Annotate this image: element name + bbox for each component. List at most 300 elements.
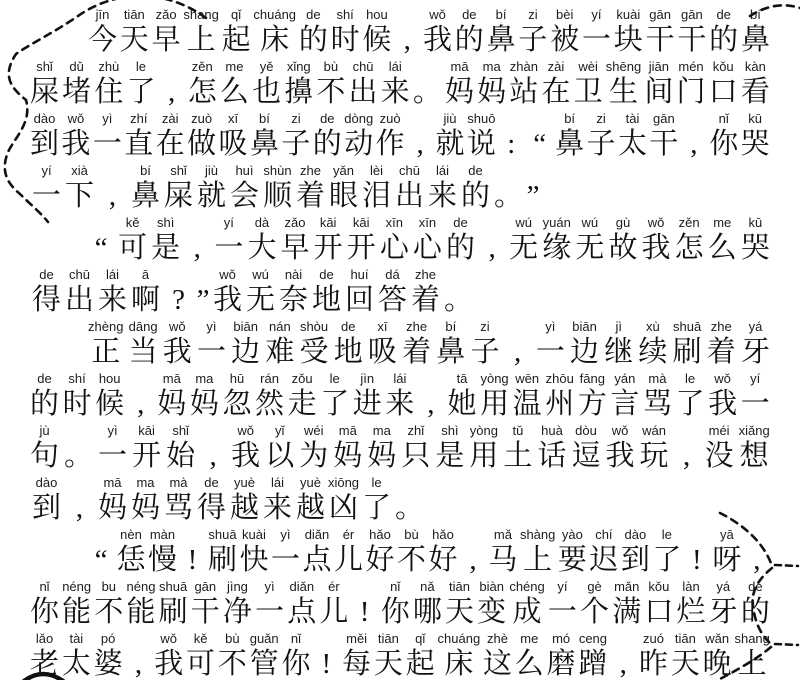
hanzi-character: 鼻 (130, 180, 160, 212)
hanzi-character: 做 (187, 128, 217, 160)
ruby-cell (277, 266, 310, 318)
ruby-cell (63, 370, 92, 422)
ruby-cell (675, 214, 704, 266)
pinyin-label: tiān (377, 631, 399, 646)
hanzi-character: 然 (255, 388, 285, 420)
hanzi-character: 块 (613, 24, 643, 56)
pinyin-label: dǔ (69, 59, 84, 74)
pinyin-label: zi (480, 319, 490, 334)
ruby-cell (88, 214, 114, 266)
ruby-cell (299, 422, 328, 474)
hanzi-character: 言 (610, 388, 640, 420)
ruby-cell (30, 422, 59, 474)
ruby-cell (162, 266, 195, 318)
pinyin-label: bu (101, 579, 117, 594)
hanzi-character: 屎 (163, 180, 193, 212)
hanzi-character: ! (692, 544, 702, 576)
ruby-cell (129, 266, 162, 318)
hanzi-character: 。 (443, 284, 473, 316)
pinyin-label: wǒ (611, 423, 629, 438)
ruby-cell (547, 630, 576, 682)
ruby-cell (362, 6, 391, 58)
pinyin-label: nǐ (718, 111, 729, 126)
pinyin-label: le (661, 527, 672, 542)
hanzi-character: 看 (740, 76, 770, 108)
pinyin-label: tiān (123, 7, 145, 22)
ruby-cell (509, 578, 544, 630)
ruby-cell (479, 214, 505, 266)
ruby-cell (64, 422, 93, 474)
pinyin-label: mǎn (614, 579, 640, 594)
hanzi-character: 么 (707, 232, 737, 264)
pinyin-label: jì (615, 319, 622, 334)
ruby-cell (741, 578, 770, 630)
ruby-cell (320, 370, 349, 422)
pinyin-label: xià (71, 163, 88, 178)
ruby-cell (88, 526, 114, 578)
pinyin-label: dà (254, 215, 270, 230)
hanzi-character: 回 (344, 284, 374, 316)
hanzi-character: 个 (580, 596, 610, 628)
hanzi-character: , (469, 544, 477, 576)
hanzi-character: 我 (231, 440, 261, 472)
pinyin-label: le (371, 475, 382, 490)
hanzi-character: 方 (577, 388, 607, 420)
hanzi-character: 来 (427, 180, 457, 212)
ruby-cell (188, 58, 217, 110)
ruby-cell (159, 58, 185, 110)
pinyin-label: lái (105, 267, 119, 282)
ruby-cell (228, 162, 261, 214)
text-line (30, 162, 770, 214)
hanzi-character: 床 (260, 24, 290, 56)
pinyin-label: jiù (204, 163, 218, 178)
hanzi-character: 只 (401, 440, 431, 472)
pinyin-label: chí (595, 527, 613, 542)
hanzi-character: 今 (88, 24, 118, 56)
hanzi-character: 你 (709, 128, 739, 160)
hanzi-character: 慢 (147, 544, 177, 576)
ruby-cell (640, 422, 669, 474)
hanzi-character: 子 (281, 128, 311, 160)
ruby-cell (436, 318, 465, 370)
hanzi-character: 老 (30, 648, 60, 680)
ruby-cell (228, 474, 261, 526)
ruby-cell (62, 58, 91, 110)
hanzi-character: 是 (435, 440, 465, 472)
ruby-cell (677, 6, 706, 58)
hanzi-character: 得 (31, 284, 61, 316)
ruby-cell (741, 370, 770, 422)
hanzi-character: 温 (512, 388, 542, 420)
hanzi-character: 满 (612, 596, 642, 628)
ruby-cell (132, 422, 161, 474)
hanzi-character: 。 (493, 180, 523, 212)
pinyin-label: mā (450, 59, 469, 74)
ruby-cell (118, 214, 147, 266)
pinyin-label: bí (495, 7, 507, 22)
hanzi-character: 出 (348, 76, 378, 108)
hanzi-character: 间 (644, 76, 674, 108)
hanzi-character: 玩 (639, 440, 669, 472)
ruby-cell (542, 214, 571, 266)
pinyin-label: shuā (159, 579, 188, 594)
pinyin-label: shang (734, 631, 770, 646)
pinyin-label: biān (233, 319, 258, 334)
hanzi-character: 口 (644, 596, 674, 628)
ruby-cell (93, 110, 122, 162)
pinyin-label: lái (388, 59, 402, 74)
ruby-cell (319, 578, 348, 630)
text-line (30, 474, 770, 526)
pinyin-label: bí (259, 111, 270, 126)
hanzi-character: 一 (214, 232, 244, 264)
pinyin-label: tài (625, 111, 640, 126)
ruby-cell (365, 526, 394, 578)
pinyin-label: bù (225, 631, 240, 646)
pinyin-label: shùn (263, 163, 292, 178)
hanzi-character: 是 (151, 232, 181, 264)
pinyin-label: yòng (469, 423, 498, 438)
ruby-cell (344, 110, 373, 162)
ruby-cell (30, 58, 59, 110)
pinyin-label: wǒ (647, 215, 665, 230)
ruby-cell (30, 266, 63, 318)
pinyin-label: nǐ (39, 579, 50, 594)
hanzi-character: 起 (405, 648, 435, 680)
hanzi-character: 来 (97, 284, 127, 316)
pinyin-label: de (39, 267, 54, 282)
ruby-cell (96, 474, 129, 526)
ruby-cell (327, 162, 360, 214)
pinyin-label: dá (385, 267, 400, 282)
pinyin-label: de (319, 267, 334, 282)
ruby-cell (488, 526, 517, 578)
hanzi-character: 我 (212, 284, 242, 316)
hanzi-character: 的 (312, 128, 342, 160)
ruby-cell (94, 58, 123, 110)
hanzi-character: 了 (126, 76, 156, 108)
pinyin-label: chuáng (437, 631, 481, 646)
ruby-cell (741, 110, 770, 162)
pinyin-label: shàng (519, 527, 556, 542)
hanzi-character: 吸 (367, 336, 397, 368)
pinyin-label: zuò (191, 111, 213, 126)
hanzi-character: , (690, 128, 698, 160)
ruby-cell (503, 422, 532, 474)
hanzi-character: 在 (541, 76, 571, 108)
pinyin-label: kuài (616, 7, 641, 22)
ruby-cell (505, 318, 531, 370)
ruby-cell (191, 578, 220, 630)
ruby-cell (313, 110, 342, 162)
ruby-cell (30, 578, 59, 630)
pinyin-label: yí (223, 215, 234, 230)
ruby-cell (520, 526, 555, 578)
text-line (30, 214, 770, 266)
hanzi-character: , (488, 232, 496, 264)
pinyin-label: wú (515, 215, 532, 230)
ruby-cell (331, 6, 360, 58)
ruby-cell (125, 630, 151, 682)
ruby-cell (418, 370, 444, 422)
hanzi-character: 鼻 (486, 24, 516, 56)
ruby-cell (148, 526, 177, 578)
hanzi-character: 缘 (542, 232, 572, 264)
pinyin-label: mà (169, 475, 188, 490)
pinyin-label: zhàn (509, 59, 538, 74)
hanzi-character: 妈 (189, 388, 219, 420)
hanzi-character: 就 (196, 180, 226, 212)
ruby-cell (88, 318, 123, 370)
hanzi-character: 继 (604, 336, 634, 368)
hanzi-character: 马 (488, 544, 518, 576)
pinyin-label: tiān (449, 579, 470, 594)
pinyin-label: de (748, 579, 763, 594)
ruby-cell (281, 110, 310, 162)
hanzi-character: 生 (609, 76, 639, 108)
hanzi-character: 越 (229, 492, 259, 524)
pinyin-label: huí (350, 267, 369, 282)
ruby-cell (587, 110, 616, 162)
hanzi-character: 站 (509, 76, 539, 108)
ruby-cell (608, 214, 637, 266)
pinyin-label: shǐ (36, 59, 53, 74)
hanzi-character: 一 (547, 596, 577, 628)
ruby-cell (247, 214, 276, 266)
hanzi-character: 变 (477, 596, 507, 628)
hanzi-character: 难 (265, 336, 295, 368)
ruby-cell (677, 58, 706, 110)
hanzi-character: “ (94, 232, 108, 264)
pinyin-label: wǒ (67, 111, 85, 126)
hanzi-character: 心 (379, 232, 409, 264)
ruby-cell (677, 578, 706, 630)
ruby-cell (606, 58, 641, 110)
ruby-cell (265, 318, 294, 370)
pinyin-label: zhè (487, 631, 508, 646)
ruby-cell (480, 370, 509, 422)
pinyin-label: bí (564, 111, 576, 126)
hanzi-character: 好 (365, 544, 395, 576)
ruby-cell (313, 630, 339, 682)
hanzi-character: , (682, 440, 691, 472)
pinyin-label: dòng (344, 111, 374, 126)
pinyin-label: shang (183, 7, 219, 22)
pinyin-label: chuáng (253, 7, 297, 22)
hanzi-character: 点 (302, 544, 332, 576)
ruby-cell (612, 578, 641, 630)
ruby-cell (380, 214, 409, 266)
ruby-cell (300, 318, 329, 370)
hanzi-character: 天 (119, 24, 149, 56)
ruby-cell (435, 110, 464, 162)
ruby-cell (187, 110, 216, 162)
hanzi-character: 心 (412, 232, 442, 264)
pinyin-label: shuō (467, 111, 496, 126)
pinyin-label: yǐ (275, 423, 285, 438)
pinyin-label: yá (748, 319, 763, 334)
ruby-cell (402, 318, 431, 370)
hanzi-character: 干 (190, 596, 220, 628)
hanzi-character: 上 (523, 544, 553, 576)
ruby-cell (741, 318, 770, 370)
pinyin-label: yǎn (333, 163, 354, 178)
ruby-cell (261, 162, 294, 214)
pinyin-label: mǎ (493, 527, 512, 542)
ruby-cell (284, 58, 313, 110)
hanzi-character: 了 (675, 388, 705, 420)
pinyin-label: néng (62, 579, 92, 594)
pinyin-label: de (320, 111, 335, 126)
ruby-cell (580, 578, 609, 630)
hanzi-character: 怎 (187, 76, 217, 108)
pinyin-label: yí (41, 163, 52, 178)
hanzi-character: 出 (64, 284, 94, 316)
ruby-cell (154, 630, 183, 682)
pinyin-label: yào (561, 527, 583, 542)
ruby-cell (469, 422, 498, 474)
hanzi-character: 用 (469, 440, 499, 472)
pinyin-label: wǒ (168, 319, 186, 334)
ruby-cell (709, 578, 738, 630)
hanzi-character: 啊 (130, 284, 160, 316)
ruby-cell (406, 630, 435, 682)
ruby-cell (413, 58, 442, 110)
pinyin-label: qǐ (415, 631, 426, 646)
pinyin-label: mà (648, 371, 667, 386)
hanzi-character: 开 (132, 440, 162, 472)
pinyin-label: yě (259, 59, 274, 74)
pinyin-label: néng (126, 579, 156, 594)
hanzi-character: 鼻 (436, 336, 466, 368)
ruby-cell (116, 526, 145, 578)
ruby-cell (368, 318, 397, 370)
hanzi-character: 我 (154, 648, 184, 680)
ruby-cell (316, 58, 345, 110)
pinyin-label: nài (284, 267, 303, 282)
hanzi-character: 一 (31, 180, 61, 212)
ruby-cell (681, 110, 707, 162)
ruby-cell (707, 318, 736, 370)
hanzi-character: 骂 (163, 492, 193, 524)
pinyin-label: gān (653, 111, 675, 126)
pinyin-label: shì (441, 423, 459, 438)
text-line (30, 266, 770, 318)
pinyin-label: kū (748, 111, 763, 126)
pinyin-label: zhù (98, 59, 120, 74)
hanzi-character: 哭 (740, 232, 770, 264)
ruby-cell (610, 370, 639, 422)
pinyin-label: yí (591, 7, 602, 22)
hanzi-character: 时 (330, 24, 360, 56)
pinyin-label: mā (103, 475, 122, 490)
ruby-cell (734, 630, 769, 682)
hanzi-character: 鼻 (249, 128, 279, 160)
pinyin-label: bí (140, 163, 151, 178)
hanzi-character: 始 (166, 440, 196, 472)
hanzi-character: 妈 (157, 388, 187, 420)
pinyin-label: zhōu (545, 371, 574, 386)
hanzi-character: 天 (373, 648, 403, 680)
pinyin-label: bí (750, 7, 761, 22)
ruby-cell (352, 578, 378, 630)
pinyin-label: yì (264, 579, 275, 594)
hanzi-character: 牙 (740, 336, 770, 368)
pinyin-label: zuò (379, 111, 401, 126)
ruby-cell (376, 110, 405, 162)
hanzi-character: , (403, 24, 411, 56)
hanzi-character: 昨 (639, 648, 669, 680)
hanzi-character: 每 (342, 648, 372, 680)
pinyin-label: wǎn (705, 631, 730, 646)
hanzi-character: 管 (249, 648, 279, 680)
hanzi-character: 我 (162, 336, 192, 368)
ruby-cell (621, 526, 650, 578)
hanzi-character: 吸 (218, 128, 248, 160)
hanzi-character: 不 (316, 76, 346, 108)
pinyin-label: zhe (300, 163, 321, 178)
pinyin-label: yì (206, 319, 217, 334)
hanzi-character: 干 (649, 128, 679, 160)
ruby-cell (124, 110, 153, 162)
hanzi-character: 早 (151, 24, 181, 56)
ruby-cell (445, 578, 474, 630)
ruby-cell (703, 630, 732, 682)
hanzi-character: 成 (512, 596, 542, 628)
hanzi-character: 的 (446, 232, 476, 264)
pinyin-label: kāi (352, 215, 370, 230)
hanzi-character: 妈 (130, 492, 160, 524)
hanzi-character: 呀 (712, 544, 742, 576)
ruby-cell (343, 266, 376, 318)
hanzi-character: 到 (620, 544, 650, 576)
pinyin-label: ma (195, 371, 214, 386)
hanzi-character: 无 (509, 232, 539, 264)
ruby-cell (151, 214, 180, 266)
hanzi-character: 可 (186, 648, 216, 680)
hanzi-character: 上 (737, 648, 767, 680)
pinyin-label: me (520, 631, 539, 646)
hanzi-character: “ (533, 128, 547, 160)
hanzi-character: 没 (704, 440, 734, 472)
hanzi-character: , (514, 336, 522, 368)
hanzi-character: 烂 (676, 596, 706, 628)
pinyin-label: jiān (648, 59, 669, 74)
ruby-cell (589, 526, 618, 578)
pinyin-label: ér (328, 579, 340, 594)
hanzi-character: 你 (380, 596, 410, 628)
pinyin-label: wǒ (160, 631, 178, 646)
pinyin-label: rán (260, 371, 279, 386)
ruby-cell (744, 526, 770, 578)
ruby-cell (578, 630, 607, 682)
hanzi-character: 了 (320, 388, 350, 420)
pinyin-label: tǔ (512, 423, 524, 438)
ruby-cell (63, 162, 96, 214)
hanzi-character: 点 (287, 596, 317, 628)
pinyin-label: jù (39, 423, 50, 438)
pinyin-label: yì (102, 111, 113, 126)
pinyin-label: yì (107, 423, 118, 438)
pinyin-label: wán (642, 423, 666, 438)
ruby-cell (156, 110, 185, 162)
pinyin-label: màn (149, 527, 176, 542)
pinyin-label: bù (323, 59, 339, 74)
pinyin-label: zǎo (284, 215, 306, 230)
pinyin-label: shì (157, 215, 175, 230)
pinyin-label: de (462, 7, 477, 22)
